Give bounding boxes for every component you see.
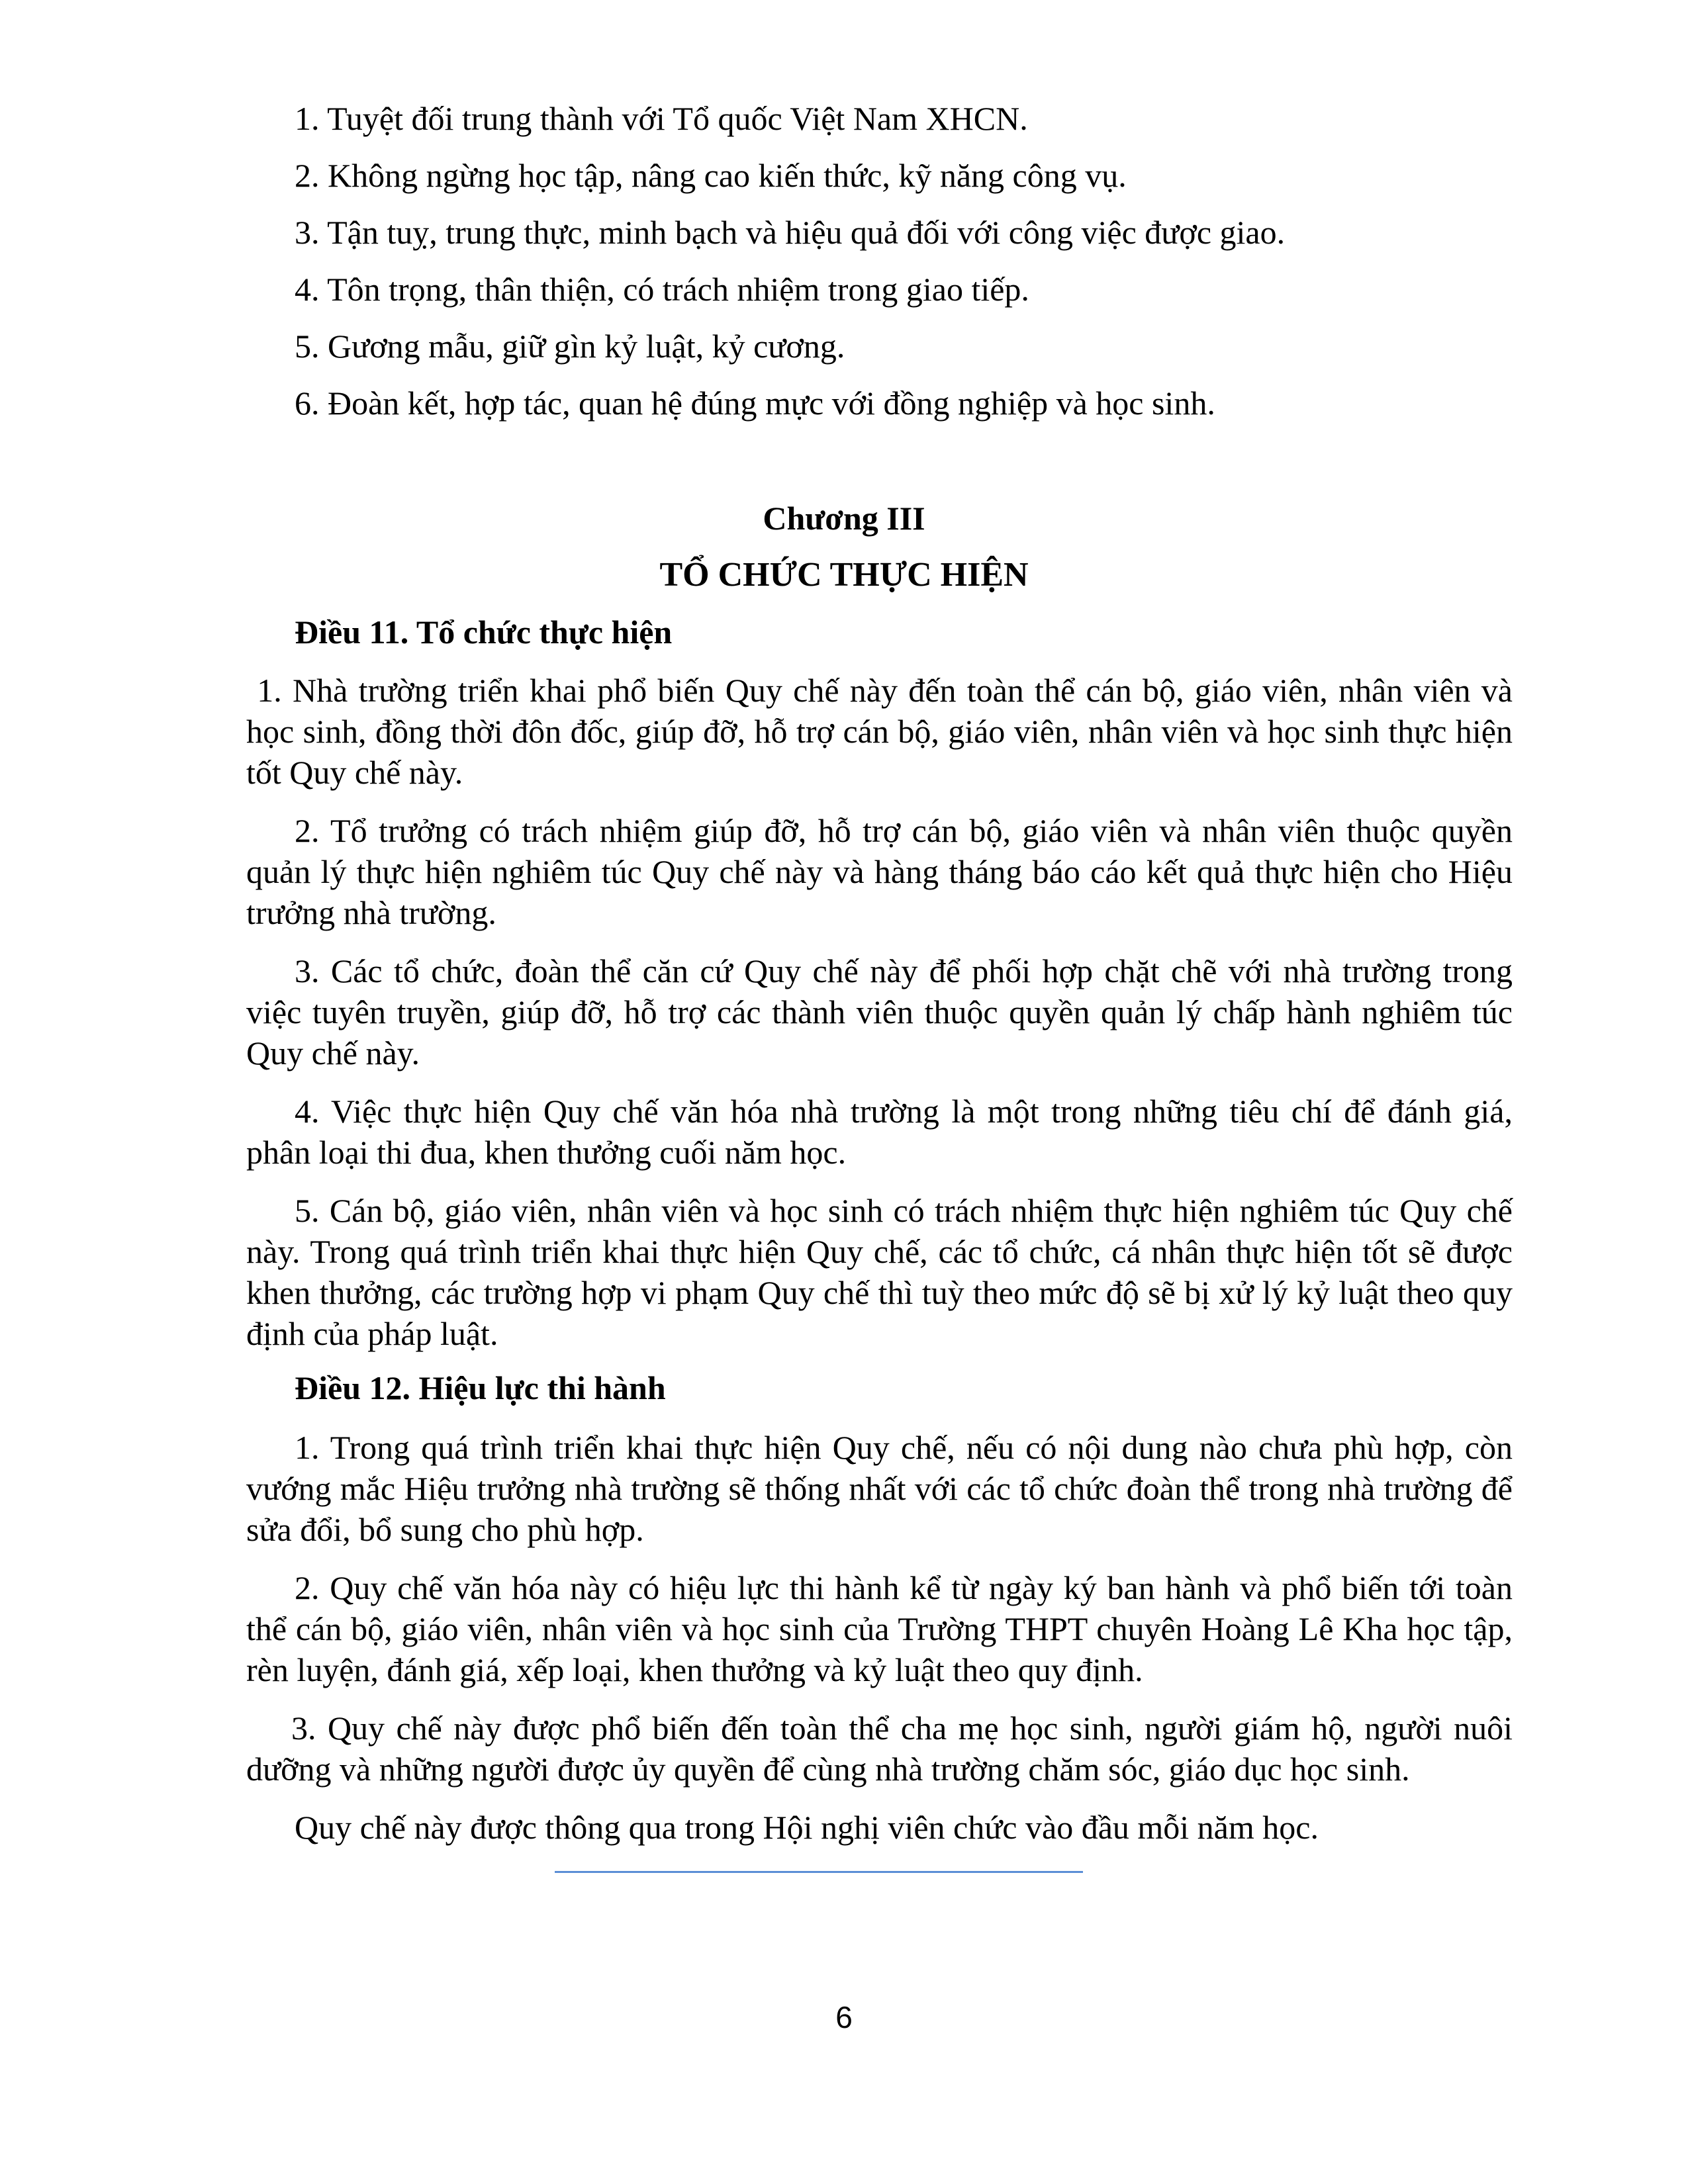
- list-item: 1. Tuyệt đối trung thành với Tổ quốc Việt Nam XHCN.: [295, 100, 1028, 137]
- article-11-paragraph-2: 2. Tổ trưởng có trách nhiệm giúp đỡ, hỗ trợ cán bộ, giáo viên và nhân viên thuộc quyền quản lý thực hiện nghiêm túc Quy chế này và hàng tháng báo cáo kết quả thực hiện cho Hiệu trưởng nhà trường.: [246, 812, 1513, 931]
- article-12-paragraph-2: 2. Quy chế văn hóa này có hiệu lực thi hành kể từ ngày ký ban hành và phổ biến tới toàn thể cán bộ, giáo viên, nhân viên và học sinh của Trường THPT chuyên Hoàng Lê Kha học tập, rèn luyện, đánh giá, xếp loại, khen thưởng và kỷ luật theo quy định.: [246, 1569, 1513, 1688]
- list-item: 6. Đoàn kết, hợp tác, quan hệ đúng mực với đồng nghiệp và học sinh.: [295, 385, 1215, 422]
- list-item: 3. Tận tuỵ, trung thực, minh bạch và hiệu quả đối với công việc được giao.: [295, 214, 1286, 251]
- article-11-paragraph-4: 4. Việc thực hiện Quy chế văn hóa nhà trường là một trong những tiêu chí để đánh giá, phân loại thi đua, khen thưởng cuối năm học.: [246, 1093, 1513, 1171]
- article-11-heading: Điều 11. Tổ chức thực hiện: [295, 614, 673, 651]
- list-item: 5. Gương mẫu, giữ gìn kỷ luật, kỷ cương.: [295, 328, 845, 365]
- article-11-paragraph-5: 5. Cán bộ, giáo viên, nhân viên và học sinh có trách nhiệm thực hiện nghiêm túc Quy chế này. Trong quá trình triển khai thực hiện Quy chế, các tổ chức, cá nhân thực hiện tốt sẽ được khen thưởng, các trường hợp vi phạm Quy chế thì tuỳ theo mức độ sẽ bị xử lý kỷ luật theo quy định của pháp luật.: [246, 1192, 1513, 1352]
- chapter-number: Chương III: [763, 500, 925, 537]
- article-12-paragraph-1: 1. Trong quá trình triển khai thực hiện Quy chế, nếu có nội dung nào chưa phù hợp, còn vướng mắc Hiệu trưởng nhà trường sẽ thống nhất với các tổ chức đoàn thể trong nhà trường để sửa đổi, bổ sung cho phù hợp.: [246, 1429, 1513, 1548]
- article-12-heading: Điều 12. Hiệu lực thi hành: [295, 1369, 666, 1406]
- end-rule: [555, 1871, 1083, 1873]
- list-item: 4. Tôn trọng, thân thiện, có trách nhiệm trong giao tiếp.: [295, 271, 1029, 308]
- page-number: 6: [835, 2000, 853, 2034]
- closing-statement: Quy chế này được thông qua trong Hội nghị viên chức vào đầu mỗi năm học.: [295, 1809, 1319, 1846]
- list-item: 2. Không ngừng học tập, nâng cao kiến thức, kỹ năng công vụ.: [295, 157, 1127, 194]
- chapter-title: TỔ CHỨC THỰC HIỆN: [659, 556, 1029, 594]
- article-11-paragraph-3: 3. Các tổ chức, đoàn thể căn cứ Quy chế này để phối hợp chặt chẽ với nhà trường trong việc tuyên truyền, giúp đỡ, hỗ trợ các thành viên thuộc quyền quản lý chấp hành nghiêm túc Quy chế này.: [246, 952, 1513, 1071]
- article-11-paragraph-1: 1. Nhà trường triển khai phổ biến Quy chế này đến toàn thể cán bộ, giáo viên, nhân viên và học sinh, đồng thời đôn đốc, giúp đỡ, hỗ trợ cán bộ, giáo viên, nhân viên và học sinh thực hiện tốt Quy chế này.: [246, 672, 1513, 791]
- article-12-paragraph-3: 3. Quy chế này được phổ biến đến toàn thể cha mẹ học sinh, người giám hộ, người nuôi dưỡng và những người được ủy quyền để cùng nhà trường chăm sóc, giáo dục học sinh.: [246, 1709, 1513, 1788]
